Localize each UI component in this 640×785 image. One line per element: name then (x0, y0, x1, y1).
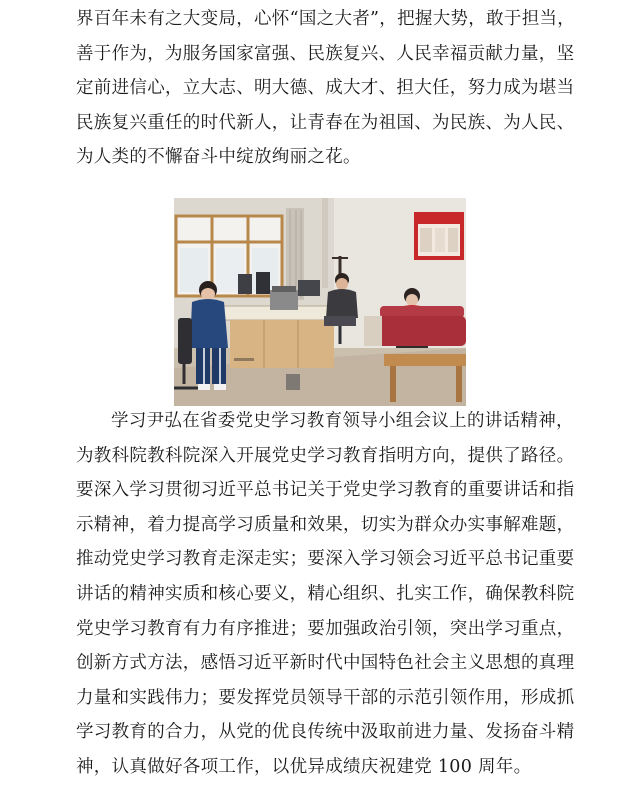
text-line: 要深入学习贯彻习近平总书记关于党史学习教育的重要讲话和指 (76, 480, 575, 501)
text-line: 创新方式方法，感悟习近平新时代中国特色社会主义思想的真理 (76, 653, 575, 674)
text-line: 讲话的精神实质和核心要义，精心组织、扎实工作，确保教科院 (76, 583, 575, 604)
text-line: 力量和实践伟力；要发挥党员领导干部的示范引领作用，形成抓 (76, 687, 575, 708)
text-line: 示精神，着力提高学习质量和效果，切实为群众办实事解难题， (76, 514, 575, 535)
paragraph-top (76, 2, 576, 175)
text-line: 定前进信心，立大志、明大德、成大才、担大任，努力成为堪当 (76, 78, 575, 99)
text-line: 神，认真做好各项工作，以优异成绩庆祝建党 100 周年。 (76, 756, 532, 777)
text-line: 民族复兴重任的时代新人，让青春在为祖国、为民族、为人民、 (76, 112, 575, 133)
text-line: 界百年未有之大变局，心怀“国之大者”，把握大势，敢于担当， (76, 9, 576, 29)
text-line: 为教科院教科院深入开展党史学习教育指明方向，提供了路径。 (76, 445, 575, 466)
text-line: 学习教育的合力，从党的优良传统中汲取前进力量、发扬奋斗精 (76, 722, 575, 743)
paragraph-bottom (76, 404, 575, 785)
text-line: 善于作为，为服务国家富强、民族复兴、人民幸福贡献力量，坚 (76, 43, 575, 64)
text-line: 推动党史学习教育走深走实；要深入学习领会习近平总书记重要 (76, 549, 575, 570)
text-line: 为人类的不懈奋斗中绽放绚丽之花。 (76, 147, 361, 168)
office-study-photo (174, 198, 466, 406)
text-line: 学习尹弘在省委党史学习教育领导小组会议上的讲话精神， (111, 411, 574, 431)
text-line: 党史学习教育有力有序推进；要加强政治引领，突出学习重点， (76, 618, 575, 639)
